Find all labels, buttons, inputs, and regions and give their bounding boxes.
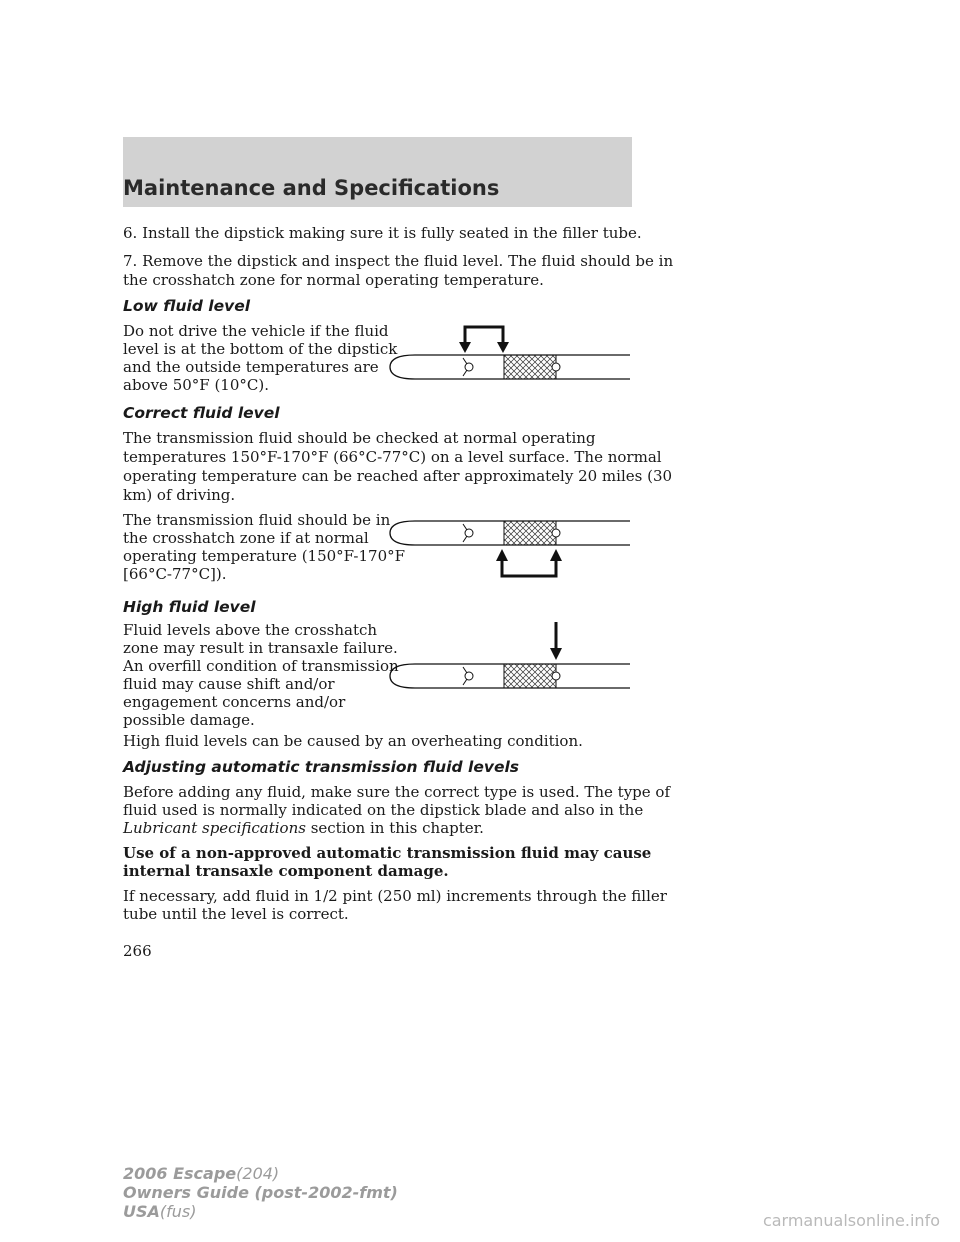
warning-line-1: Use of a non-approved automatic transmission fluid may cause [123, 844, 652, 862]
add-fluid-line-1: If necessary, add fluid in 1/2 pint (250 ml) increments through the filler [123, 887, 667, 905]
dipstick-blade [390, 521, 630, 545]
high-fluid-note: High fluid levels can be caused by an overheating condition. [123, 732, 583, 750]
correct-fluid-p2-line-2: the crosshatch zone if at normal [123, 529, 369, 547]
low-range-arrow [459, 327, 509, 353]
correct-fluid-p2-line-4: [66°C-77°C]). [123, 565, 227, 583]
low-fluid-line-3: and the outside temperatures are [123, 358, 379, 376]
high-fluid-line-5: engagement concerns and/or [123, 693, 346, 711]
page-number: 266 [123, 942, 152, 960]
correct-fluid-p1-line-2: temperatures 150°F-170°F (66°C-77°C) on a level surface. The normal [123, 448, 662, 466]
high-fluid-line-1: Fluid levels above the crosshatch [123, 621, 378, 639]
low-fluid-line-1: Do not drive the vehicle if the fluid [123, 322, 389, 340]
warning-line-2: internal transaxle component damage. [123, 862, 449, 880]
step-6: 6. Install the dipstick making sure it is fully seated in the filler tube. [123, 224, 642, 242]
dipstick-correct-level-diagram [385, 510, 635, 585]
low-fluid-line-4: above 50°F (10°C). [123, 376, 269, 394]
watermark: carmanualsonline.info [762, 1211, 940, 1230]
dipstick-blade [390, 664, 630, 688]
high-fluid-heading: High fluid level [123, 598, 256, 616]
footer-region-code: (fus) [159, 1202, 197, 1221]
page-title: Maintenance and Specifications [123, 176, 500, 200]
step-7-line-2: the crosshatch zone for normal operating temperature. [123, 271, 544, 289]
high-fluid-line-6: possible damage. [123, 711, 255, 729]
adjusting-line-2: fluid used is normally indicated on the dipstick blade and also in the [123, 801, 644, 819]
adjusting-line-3 [123, 819, 484, 838]
correct-fluid-p1-line-3: operating temperature can be reached after approximately 20 miles (30 [123, 467, 673, 485]
correct-fluid-p1-line-4: km) of driving. [123, 486, 236, 504]
add-fluid-line-2: tube until the level is correct. [123, 905, 349, 923]
footer-model-code: (204) [236, 1164, 280, 1183]
correct-fluid-p2-line-1: The transmission fluid should be in [123, 511, 391, 529]
high-fluid-line-4: fluid may cause shift and/or [123, 675, 335, 693]
dipstick-blade [390, 355, 630, 379]
low-fluid-heading: Low fluid level [123, 297, 251, 315]
correct-range-arrow [496, 549, 562, 576]
adjusting-line-3-rest: section in this chapter. [305, 819, 484, 837]
dipstick-high-level-diagram [385, 618, 635, 693]
footer-guide: Owners Guide (post-2002-fmt) [123, 1183, 398, 1202]
footer-model: 2006 Escape [123, 1164, 237, 1183]
correct-fluid-p2-line-3: operating temperature (150°F-170°F [123, 547, 406, 565]
adjusting-heading: Adjusting automatic transmission fluid levels [123, 758, 520, 776]
dipstick-low-level-diagram [385, 320, 635, 390]
document-footer [123, 1164, 398, 1221]
high-fluid-line-3: An overfill condition of transmission [123, 657, 399, 675]
lubricant-specifications-reference: Lubricant specifications [123, 819, 306, 837]
low-fluid-line-2: level is at the bottom of the dipstick [123, 340, 398, 358]
high-level-arrow [550, 622, 562, 660]
adjusting-line-1: Before adding any fluid, make sure the correct type is used. The type of [123, 783, 671, 801]
correct-fluid-heading: Correct fluid level [123, 404, 280, 422]
footer-region: USA [123, 1202, 160, 1221]
high-fluid-line-2: zone may result in transaxle failure. [123, 639, 398, 657]
correct-fluid-p1-line-1: The transmission fluid should be checked at normal operating [123, 429, 596, 447]
step-7-line-1: 7. Remove the dipstick and inspect the fluid level. The fluid should be in [123, 252, 674, 270]
